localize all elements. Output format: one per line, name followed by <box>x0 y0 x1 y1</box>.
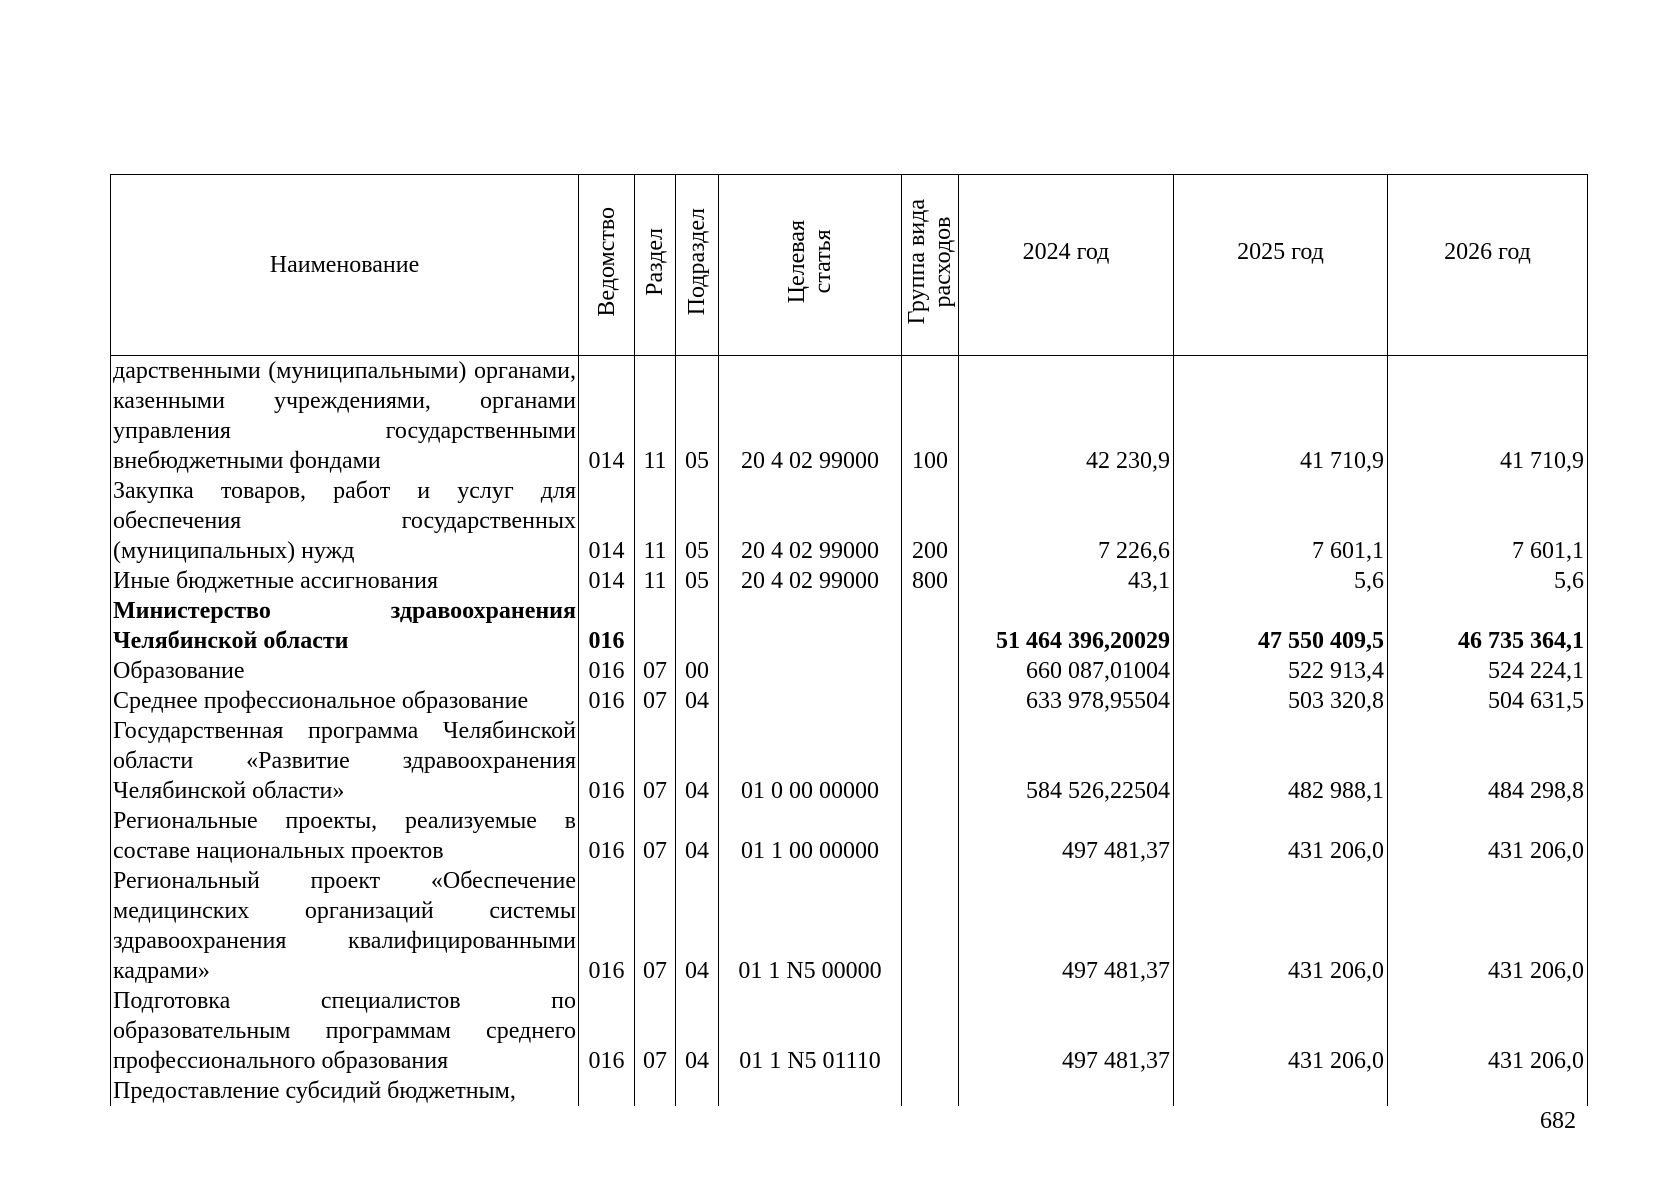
row-podrazdel <box>676 596 719 656</box>
row-vedomstvo: 016 <box>579 656 635 686</box>
row-gruppa-vida <box>902 1076 959 1106</box>
row-value-2025: 482 988,1 <box>1174 716 1388 806</box>
row-vedomstvo: 016 <box>579 866 635 986</box>
table-row <box>111 1076 1588 1106</box>
row-value-2026: 431 206,0 <box>1388 986 1588 1076</box>
row-value-2026: 7 601,1 <box>1388 476 1588 566</box>
row-value-2024: 43,1 <box>959 566 1174 596</box>
table-row <box>111 356 1588 477</box>
header-vedomstvo: Ведомство <box>579 175 635 356</box>
row-value-2026: 484 298,8 <box>1388 716 1588 806</box>
row-gruppa-vida <box>902 986 959 1076</box>
row-value-2024: 7 226,6 <box>959 476 1174 566</box>
row-celevaya-statya: 01 0 00 00000 <box>719 716 902 806</box>
row-vedomstvo: 016 <box>579 986 635 1076</box>
row-podrazdel: 04 <box>676 716 719 806</box>
row-value-2026: 41 710,9 <box>1388 356 1588 477</box>
row-razdel: 11 <box>635 566 676 596</box>
row-value-2026: 431 206,0 <box>1388 866 1588 986</box>
row-value-2024 <box>959 1076 1174 1106</box>
row-celevaya-statya <box>719 1076 902 1106</box>
row-vedomstvo <box>579 1076 635 1106</box>
row-gruppa-vida: 200 <box>902 476 959 566</box>
row-celevaya-statya <box>719 656 902 686</box>
table-row <box>111 716 1588 806</box>
row-gruppa-vida: 100 <box>902 356 959 477</box>
row-value-2025: 5,6 <box>1174 566 1388 596</box>
row-value-2025 <box>1174 1076 1388 1106</box>
table-header-row <box>111 175 1588 356</box>
row-value-2026: 431 206,0 <box>1388 806 1588 866</box>
row-value-2025: 41 710,9 <box>1174 356 1388 477</box>
table-row <box>111 476 1588 566</box>
row-gruppa-vida <box>902 596 959 656</box>
row-podrazdel: 04 <box>676 806 719 866</box>
row-celevaya-statya: 20 4 02 99000 <box>719 476 902 566</box>
row-name: Среднее профессиональное образование <box>111 686 579 716</box>
row-value-2024: 660 087,01004 <box>959 656 1174 686</box>
row-gruppa-vida <box>902 806 959 866</box>
row-vedomstvo: 016 <box>579 686 635 716</box>
row-vedomstvo: 016 <box>579 806 635 866</box>
table-row <box>111 866 1588 986</box>
row-gruppa-vida <box>902 686 959 716</box>
row-value-2025: 431 206,0 <box>1174 986 1388 1076</box>
row-name: Государственная программа Челябинской области «Развитие здравоохранения Челябинской области» <box>111 716 579 806</box>
row-podrazdel: 05 <box>676 566 719 596</box>
row-value-2026: 524 224,1 <box>1388 656 1588 686</box>
row-celevaya-statya: 20 4 02 99000 <box>719 356 902 477</box>
row-value-2026 <box>1388 1076 1588 1106</box>
table-row <box>111 566 1588 596</box>
page-number: 682 <box>1540 1108 1576 1134</box>
row-podrazdel: 05 <box>676 476 719 566</box>
row-value-2025: 522 913,4 <box>1174 656 1388 686</box>
table-row <box>111 806 1588 866</box>
row-value-2024: 497 481,37 <box>959 866 1174 986</box>
row-name: Министерство здравоохранения Челябинской области <box>111 596 579 656</box>
row-vedomstvo: 014 <box>579 356 635 477</box>
row-razdel: 11 <box>635 476 676 566</box>
row-value-2025: 47 550 409,5 <box>1174 596 1388 656</box>
row-value-2024: 584 526,22504 <box>959 716 1174 806</box>
row-vedomstvo: 014 <box>579 566 635 596</box>
header-celevaya-statya: Целевая статья <box>719 175 902 356</box>
row-podrazdel: 05 <box>676 356 719 477</box>
row-vedomstvo: 014 <box>579 476 635 566</box>
row-vedomstvo: 016 <box>579 596 635 656</box>
row-vedomstvo: 016 <box>579 716 635 806</box>
row-podrazdel <box>676 1076 719 1106</box>
budget-table <box>110 174 1588 1106</box>
header-podrazdel: Подраздел <box>676 175 719 356</box>
row-razdel: 07 <box>635 686 676 716</box>
row-celevaya-statya: 01 1 N5 01110 <box>719 986 902 1076</box>
row-razdel: 07 <box>635 806 676 866</box>
table-row <box>111 596 1588 656</box>
row-name: Иные бюджетные ассигнования <box>111 566 579 596</box>
row-value-2024: 633 978,95504 <box>959 686 1174 716</box>
row-celevaya-statya: 01 1 00 00000 <box>719 806 902 866</box>
row-name: Закупка товаров, работ и услуг для обеспечения государственных (муниципальных) нужд <box>111 476 579 566</box>
header-gruppa-vida-raskhodov: Группа вида расходов <box>902 175 959 356</box>
row-razdel: 07 <box>635 716 676 806</box>
header-name: Наименование <box>111 175 579 356</box>
row-razdel: 07 <box>635 866 676 986</box>
row-celevaya-statya <box>719 596 902 656</box>
row-name: Региональный проект «Обеспечение медицинских организаций системы здравоохранения квалифицированными кадрами» <box>111 866 579 986</box>
row-gruppa-vida <box>902 866 959 986</box>
row-gruppa-vida <box>902 656 959 686</box>
row-name: Подготовка специалистов по образовательным программам среднего профессионального образования <box>111 986 579 1076</box>
row-name: Предоставление субсидий бюджетным, <box>111 1076 579 1106</box>
row-razdel: 07 <box>635 986 676 1076</box>
row-value-2025: 431 206,0 <box>1174 866 1388 986</box>
row-value-2026: 46 735 364,1 <box>1388 596 1588 656</box>
table-row <box>111 986 1588 1076</box>
row-razdel <box>635 1076 676 1106</box>
row-gruppa-vida <box>902 716 959 806</box>
row-value-2026: 504 631,5 <box>1388 686 1588 716</box>
row-name: Региональные проекты, реализуемые в составе национальных проектов <box>111 806 579 866</box>
row-podrazdel: 04 <box>676 686 719 716</box>
row-value-2024: 42 230,9 <box>959 356 1174 477</box>
row-name: дарственными (муниципальными) органами, казенными учреждениями, органами управления государственными внебюджетными фондами <box>111 356 579 477</box>
table-row <box>111 656 1588 686</box>
row-value-2024: 497 481,37 <box>959 986 1174 1076</box>
row-razdel: 11 <box>635 356 676 477</box>
row-celevaya-statya <box>719 686 902 716</box>
row-podrazdel: 00 <box>676 656 719 686</box>
row-name: Образование <box>111 656 579 686</box>
row-value-2024: 497 481,37 <box>959 806 1174 866</box>
row-gruppa-vida: 800 <box>902 566 959 596</box>
header-razdel: Раздел <box>635 175 676 356</box>
row-razdel: 07 <box>635 656 676 686</box>
row-celevaya-statya: 20 4 02 99000 <box>719 566 902 596</box>
row-podrazdel: 04 <box>676 986 719 1076</box>
row-value-2025: 431 206,0 <box>1174 806 1388 866</box>
row-podrazdel: 04 <box>676 866 719 986</box>
header-2024: 2024 год <box>959 175 1174 356</box>
row-value-2025: 503 320,8 <box>1174 686 1388 716</box>
row-value-2024: 51 464 396,20029 <box>959 596 1174 656</box>
header-2025: 2025 год <box>1174 175 1388 356</box>
row-value-2026: 5,6 <box>1388 566 1588 596</box>
row-value-2025: 7 601,1 <box>1174 476 1388 566</box>
table-row <box>111 686 1588 716</box>
header-2026: 2026 год <box>1388 175 1588 356</box>
row-celevaya-statya: 01 1 N5 00000 <box>719 866 902 986</box>
row-razdel <box>635 596 676 656</box>
